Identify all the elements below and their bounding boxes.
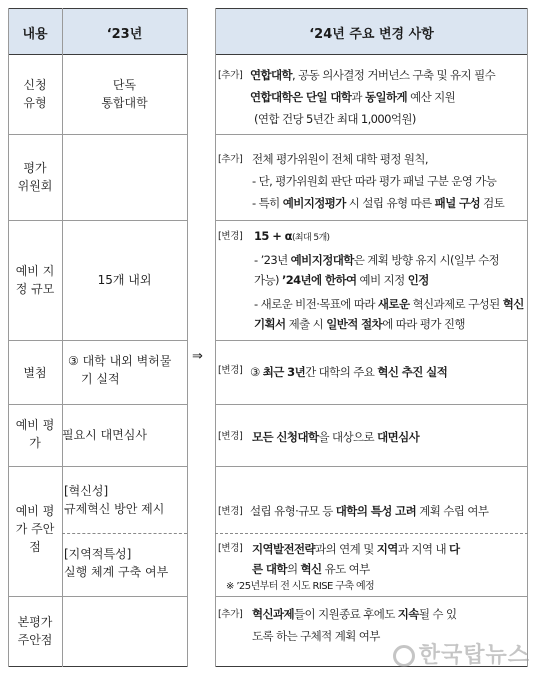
left-bottom-border (8, 666, 188, 667)
change-line (250, 66, 495, 84)
label-prelim-scale: 예비 지 정 규모 (15, 264, 55, 296)
change-prelim-eval (252, 428, 419, 446)
label-prelim-eval: 예비 평 가 (15, 418, 55, 450)
change-text: 검토 (480, 196, 505, 210)
change-line (254, 271, 524, 289)
change-text: 혁신과제 (252, 607, 295, 621)
prev-prelim-eval: 필요시 대면심사 (62, 428, 147, 442)
change-text: 예비지정평가 (282, 196, 346, 210)
prev-regional: [지역적특성] 실행 체계 구축 여부 (64, 547, 169, 579)
prev-attachment: ③ 대학 내외 벽허물 기 실적 (68, 354, 172, 386)
change-line (252, 428, 419, 446)
change-text: 될 수 있 (418, 607, 457, 621)
change-text: 15 + α (254, 229, 292, 243)
rise-note: ※ ’25년부터 전 시도 RISE 구축 예정 (226, 581, 375, 592)
tag-change: [변경] (218, 231, 243, 242)
change-text: 은 계획 방향 유지 시(일부 수정 (353, 253, 500, 267)
left-header-border (8, 54, 188, 55)
change-text: ’24년에 한하여 (281, 273, 357, 287)
change-line (254, 315, 524, 333)
change-text: (연합 건당 5년간 최대 1,000억원) (254, 112, 416, 126)
right-header-border (215, 54, 528, 55)
prev-application-type: 단독 통합대학 (101, 78, 148, 110)
change-text: - 새로운 비전·목표에 따라 (254, 297, 378, 311)
change-text: 기획서 (254, 317, 286, 331)
change-text: 다 (449, 542, 460, 556)
change-text: 제출 시 (285, 317, 327, 331)
change-line (254, 251, 524, 269)
right-left-border (215, 8, 216, 667)
change-text: 인정 (407, 273, 429, 287)
change-prelim-scale (254, 227, 524, 333)
change-line (252, 560, 460, 578)
change-text: 혁신 추진 실적 (377, 365, 448, 379)
change-text: 지역 (376, 542, 398, 556)
change-text: - ’23년 (254, 253, 291, 267)
change-line (250, 502, 488, 520)
right-right-border (527, 8, 528, 667)
change-text: 의 (286, 562, 301, 576)
change-text: 혁신 (300, 562, 322, 576)
change-text: 을 대상으로 (318, 430, 378, 444)
change-text: 과의 연계 및 (315, 542, 377, 556)
change-line (252, 540, 460, 558)
change-text: 혁신과제로 구성된 (409, 297, 503, 311)
change-characteristics (250, 502, 488, 520)
change-text: 혁신 (502, 297, 524, 311)
change-text: 지역발전전략 (252, 542, 316, 556)
change-text: 대학의 특성 고려 (335, 504, 417, 518)
tag-add: [추가] (218, 609, 243, 620)
change-text: 연합대학 (250, 68, 293, 82)
header-2023: ‘23년 (106, 27, 143, 42)
label-attachment: 별첨 (23, 366, 47, 380)
change-text: 도록 하는 구체적 계획 여부 (252, 629, 380, 643)
change-committee (252, 150, 504, 212)
change-text: 과 (351, 90, 365, 104)
prev-prelim-scale: 15개 내외 (97, 273, 152, 287)
change-text: 설립 유형·규모 등 (250, 504, 336, 518)
right-top-border (215, 8, 528, 9)
change-text: 일반적 절차 (326, 317, 383, 331)
change-application-type (250, 66, 495, 128)
change-attachment (250, 363, 447, 381)
change-text: 가능) (254, 273, 282, 287)
arrow-icon: ⇒ (192, 349, 203, 364)
change-line (252, 172, 504, 190)
header-content: 내용 (22, 27, 48, 42)
change-regional (252, 540, 460, 578)
change-text: 계획 수립 여부 (416, 504, 489, 518)
change-line (252, 194, 504, 212)
change-text: 에 따라 평가 진행 (382, 317, 465, 331)
header-2024-changes: ‘24년 주요 변경 사항 (309, 27, 434, 42)
change-text: 대면심사 (377, 430, 420, 444)
change-text: 새로운 (377, 297, 410, 311)
change-line (250, 88, 495, 106)
change-text: 유도 여부 (321, 562, 370, 576)
change-text: 전체 평가위원이 전체 대학 평정 원칙, (252, 152, 428, 166)
change-text: , 공동 의사결정 거버넌스 구축 및 유지 필수 (292, 68, 496, 82)
change-text: (최대 5개) (291, 233, 330, 243)
label-main-focus: 본평가 주안점 (17, 615, 53, 647)
change-text: 패널 구성 (434, 196, 481, 210)
label-prelim-focus: 예비 평 가 주안 점 (15, 504, 55, 554)
change-text: 지속 (397, 607, 419, 621)
change-text: - 특히 (252, 196, 283, 210)
change-text: 모든 신청대학 (252, 430, 319, 444)
change-text: 간 대학의 주요 (305, 365, 378, 379)
change-line (252, 605, 456, 623)
change-line (254, 295, 524, 313)
left-top-border (8, 8, 188, 9)
tag-change: [변경] (218, 543, 243, 554)
tag-change: [변경] (218, 506, 243, 517)
change-text: 예비지정대학 (290, 253, 354, 267)
change-text: 들이 지원종료 후에도 (294, 607, 398, 621)
change-line (250, 363, 447, 381)
change-text: 예비 지정 (356, 273, 408, 287)
change-text: 동일하게 (364, 90, 408, 104)
change-line (252, 150, 504, 168)
change-text: ③ (250, 365, 263, 379)
prev-innovation: [혁신성] 규제혁신 방안 제시 (64, 484, 165, 516)
change-text: 최근 3년 (262, 365, 306, 379)
change-text: 단일 대학 (305, 90, 352, 104)
change-text: 과 지역 내 (397, 542, 450, 556)
change-text: 른 대학 (252, 562, 287, 576)
watermark-logo: 한국탑뉴스 (393, 638, 530, 669)
tag-add: [추가] (218, 70, 243, 81)
change-text: 시 설립 유형 따른 (345, 196, 435, 210)
label-committee: 평가 위원회 (17, 161, 53, 193)
change-text: 예산 지원 (407, 90, 456, 104)
tag-change: [변경] (218, 431, 243, 442)
change-line (254, 227, 524, 247)
change-text: - 단, 평가위원회 판단 따라 평가 패널 구분 운영 가능 (252, 174, 497, 188)
tag-add: [추가] (218, 154, 243, 165)
change-line (250, 110, 495, 128)
change-text: 연합대학은 (250, 90, 306, 104)
tag-change: [변경] (218, 365, 243, 376)
label-application-type: 신청 유형 (23, 78, 47, 110)
left-inner-border (187, 8, 188, 667)
